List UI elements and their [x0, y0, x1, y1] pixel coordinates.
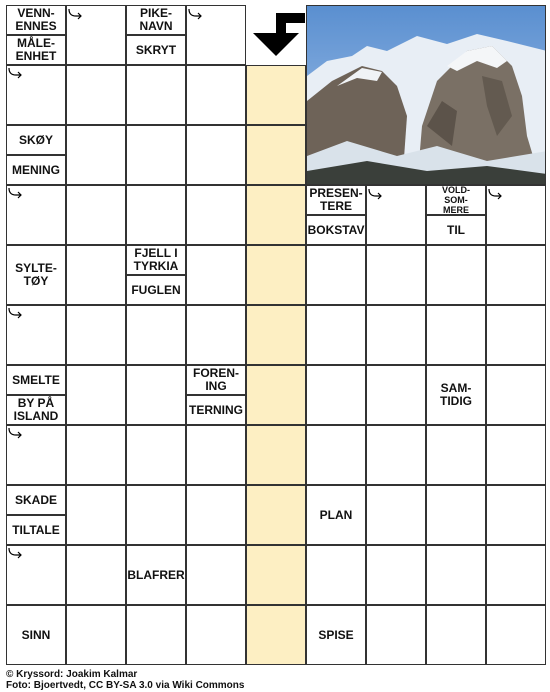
- answer-cell[interactable]: [126, 485, 186, 545]
- answer-cell[interactable]: [186, 185, 246, 245]
- answer-cell[interactable]: [186, 305, 246, 365]
- answer-cell[interactable]: [66, 125, 126, 185]
- clue-skryt: SKRYT: [126, 35, 186, 65]
- answer-cell[interactable]: [66, 425, 126, 485]
- clue-arrow-icon: [67, 8, 83, 22]
- clue-spise: SPISE: [306, 605, 366, 665]
- clue-forening: FOREN- ING: [186, 365, 246, 395]
- answer-cell[interactable]: [486, 305, 546, 365]
- clue-mening: MENING: [6, 155, 66, 185]
- answer-cell[interactable]: [66, 365, 126, 425]
- mountain-photo: [306, 5, 546, 185]
- answer-cell[interactable]: [66, 245, 126, 305]
- clue-fuglen: FUGLEN: [126, 275, 186, 305]
- answer-cell[interactable]: [366, 245, 426, 305]
- clue-samtidig: SAM- TIDIG: [426, 365, 486, 425]
- solution-cell[interactable]: [246, 125, 306, 185]
- clue-vennennes: VENN- ENNES: [6, 5, 66, 35]
- clue-maleenhet: MÅLE- ENHET: [6, 35, 66, 65]
- crossword-credit: © Kryssord: Joakim Kalmar: [6, 669, 138, 680]
- answer-cell[interactable]: [426, 245, 486, 305]
- answer-cell[interactable]: [366, 365, 426, 425]
- answer-cell[interactable]: [426, 485, 486, 545]
- answer-cell[interactable]: [66, 65, 126, 125]
- answer-cell[interactable]: [426, 305, 486, 365]
- answer-cell[interactable]: [486, 545, 546, 605]
- answer-cell[interactable]: [426, 545, 486, 605]
- clue-bokstav: BOKSTAV: [306, 215, 366, 245]
- clue-syltetoy: SYLTE- TØY: [6, 245, 66, 305]
- clue-skade: SKADE: [6, 485, 66, 515]
- answer-cell[interactable]: [66, 185, 126, 245]
- answer-cell[interactable]: [186, 245, 246, 305]
- solution-cell[interactable]: [246, 605, 306, 665]
- clue-arrow-icon: [7, 307, 23, 321]
- clue-voldsommere: VOLD- SOM- MERE: [426, 185, 486, 215]
- solution-cell[interactable]: [246, 65, 306, 125]
- answer-cell[interactable]: [366, 425, 426, 485]
- answer-cell[interactable]: [126, 305, 186, 365]
- answer-cell[interactable]: [66, 545, 126, 605]
- answer-cell[interactable]: [426, 425, 486, 485]
- solution-direction-arrow-icon: [250, 10, 306, 60]
- clue-fjell-i-tyrkia: FJELL I TYRKIA: [126, 245, 186, 275]
- solution-cell[interactable]: [246, 305, 306, 365]
- answer-cell[interactable]: [306, 245, 366, 305]
- answer-cell[interactable]: [186, 65, 246, 125]
- answer-cell[interactable]: [486, 425, 546, 485]
- solution-cell[interactable]: [246, 245, 306, 305]
- answer-cell[interactable]: [66, 305, 126, 365]
- clue-pikenavn: PIKE- NAVN: [126, 5, 186, 35]
- clue-sinn: SINN: [6, 605, 66, 665]
- answer-cell[interactable]: [306, 365, 366, 425]
- clue-arrow-icon: [487, 188, 503, 202]
- clue-by-pa-island: BY PÅ ISLAND: [6, 395, 66, 425]
- clue-arrow-icon: [367, 188, 383, 202]
- answer-cell[interactable]: [486, 605, 546, 665]
- answer-cell[interactable]: [486, 245, 546, 305]
- answer-cell[interactable]: [186, 605, 246, 665]
- clue-til: TIL: [426, 215, 486, 245]
- clue-arrow-icon: [7, 547, 23, 561]
- clue-presentere: PRESEN- TERE: [306, 185, 366, 215]
- answer-cell[interactable]: [186, 545, 246, 605]
- solution-cell[interactable]: [246, 365, 306, 425]
- clue-skoy: SKØY: [6, 125, 66, 155]
- solution-cell[interactable]: [246, 425, 306, 485]
- solution-cell[interactable]: [246, 485, 306, 545]
- answer-cell[interactable]: [186, 425, 246, 485]
- answer-cell[interactable]: [126, 365, 186, 425]
- answer-cell[interactable]: [366, 545, 426, 605]
- solution-cell[interactable]: [246, 185, 306, 245]
- clue-arrow-icon: [187, 8, 203, 22]
- answer-cell[interactable]: [306, 425, 366, 485]
- clue-arrow-icon: [7, 67, 23, 81]
- answer-cell[interactable]: [126, 65, 186, 125]
- solution-cell[interactable]: [246, 545, 306, 605]
- clue-arrow-icon: [7, 427, 23, 441]
- answer-cell[interactable]: [126, 425, 186, 485]
- clue-arrow-icon: [7, 187, 23, 201]
- answer-cell[interactable]: [366, 305, 426, 365]
- photo-credit: Foto: Bjoertvedt, CC BY-SA 3.0 via Wiki Commons: [6, 680, 245, 691]
- answer-cell[interactable]: [126, 125, 186, 185]
- answer-cell[interactable]: [306, 305, 366, 365]
- answer-cell[interactable]: [126, 185, 186, 245]
- answer-cell[interactable]: [486, 485, 546, 545]
- clue-plan: PLAN: [306, 485, 366, 545]
- answer-cell[interactable]: [66, 485, 126, 545]
- answer-cell[interactable]: [486, 365, 546, 425]
- answer-cell[interactable]: [186, 485, 246, 545]
- answer-cell[interactable]: [186, 125, 246, 185]
- answer-cell[interactable]: [306, 545, 366, 605]
- answer-cell[interactable]: [66, 605, 126, 665]
- answer-cell[interactable]: [126, 605, 186, 665]
- clue-terning: TERNING: [186, 395, 246, 425]
- answer-cell[interactable]: [426, 605, 486, 665]
- answer-cell[interactable]: [366, 485, 426, 545]
- answer-cell[interactable]: [366, 605, 426, 665]
- clue-tiltale: TILTALE: [6, 515, 66, 545]
- clue-smelte: SMELTE: [6, 365, 66, 395]
- clue-blafrer: BLAFRER: [126, 545, 186, 605]
